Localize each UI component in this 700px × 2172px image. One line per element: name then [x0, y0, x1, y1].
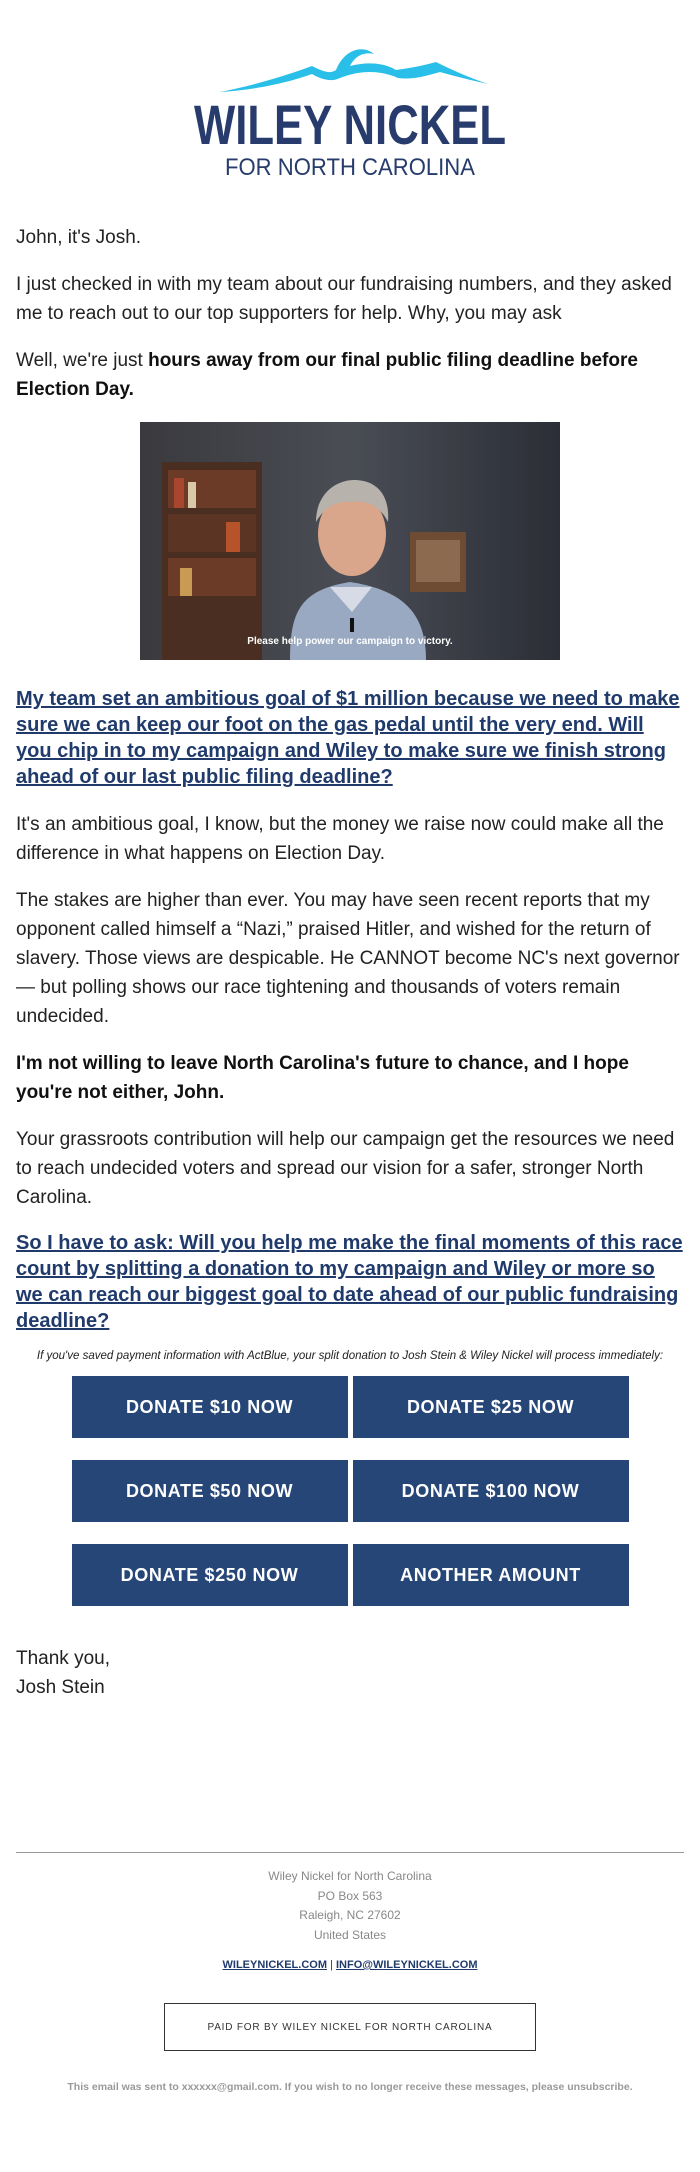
paragraph-1: I just checked in with my team about our fundraising numbers, and they asked me to reach out to our top supporters for help. Why, you may ask	[16, 274, 672, 324]
email-link[interactable]: INFO@WILEYNICKEL.COM	[335, 1959, 478, 1971]
paragraph-6: Your grassroots contribution will help our campaign get the resources we need to reach undecided voters and spread our vision for a safer, stronger North Carolina.	[16, 1129, 675, 1208]
paragraph-3: It's an ambitious goal, I know, but the money we raise now could make all the difference in what happens on Election Day.	[16, 814, 664, 864]
greeting: John, it's Josh.	[16, 227, 142, 248]
footer-divider	[16, 1852, 684, 1853]
website-link[interactable]: WILEYNICKEL.COM	[222, 1959, 327, 1971]
mountain-icon	[220, 49, 488, 92]
campaign-logo[interactable]	[190, 44, 510, 179]
donate-10-button[interactable]: DONATE $10 NOW	[72, 1376, 348, 1438]
another-amount-button[interactable]: ANOTHER AMOUNT	[353, 1544, 629, 1606]
footer-org: Wiley Nickel for North Carolina	[268, 1869, 432, 1883]
donate-250-button[interactable]: DONATE $250 NOW	[72, 1544, 348, 1606]
signoff-line-1: Thank you,	[16, 1648, 110, 1669]
paragraph-2-lead: Well, we're just	[16, 350, 149, 371]
email-body	[0, 44, 700, 2093]
footer-links	[16, 1959, 684, 1971]
footer-po: PO Box 563	[317, 1888, 383, 1903]
donate-100-button[interactable]: DONATE $100 NOW	[353, 1460, 629, 1522]
video-thumbnail[interactable]	[140, 422, 560, 660]
paragraph-5	[16, 1049, 684, 1107]
link-separator: |	[327, 1959, 336, 1971]
paragraph-2	[16, 346, 684, 404]
actblue-note: If you've saved payment information with ActBlue, your split donation to Josh Stein & Wiley Nickel will process immediately:	[36, 1350, 664, 1362]
donate-link-1[interactable]: My team set an ambitious goal of $1 million because we need to make sure we can keep our foot on the gas pedal until the very end. Will you chip in to my campaign and Wiley to make sure we finish strong ahead of our last public filing deadline?	[16, 688, 680, 788]
footer-address	[16, 1867, 684, 1945]
unsubscribe-notice[interactable]: This email was sent to xxxxxx@gmail.com. If you wish to no longer receive these messages, please unsubscribe.	[67, 2081, 633, 2093]
video-caption: Please help power our campaign to victory.	[247, 636, 453, 647]
signoff	[16, 1644, 684, 1702]
paragraph-5-emphasis: I'm not willing to leave North Carolina's future to chance, and I hope you're not either, John.	[16, 1053, 629, 1103]
donate-25-button[interactable]: DONATE $25 NOW	[353, 1376, 629, 1438]
logo-tagline: FOR NORTH CAROLINA	[225, 154, 475, 181]
paid-for-box: PAID FOR BY WILEY NICKEL FOR NORTH CAROLINA	[164, 2003, 536, 2051]
donate-button-grid	[16, 1376, 684, 1606]
logo-name: WILEY NICKEL	[194, 93, 506, 156]
paragraph-2-emphasis: hours away from our final public filing deadline before Election Day.	[16, 350, 638, 400]
paragraph-4: The stakes are higher than ever. You may have seen recent reports that my opponent called himself a “Nazi,” praised Hitler, and wished for the return of slavery. Those views are despicable. He CANNOT become NC's next governor — but polling shows our race tightening and thousands of voters remain undecided.	[16, 890, 680, 1027]
footer-country: United States	[313, 1927, 387, 1942]
donate-link-2[interactable]: So I have to ask: Will you help me make the final moments of this race count by splitting a donation to my campaign and Wiley or more so we can reach our biggest goal to date ahead of our public fundraising deadline?	[16, 1232, 683, 1332]
donate-50-button[interactable]: DONATE $50 NOW	[72, 1460, 348, 1522]
signoff-line-2: Josh Stein	[16, 1677, 105, 1698]
footer-city: Raleigh, NC 27602	[299, 1908, 401, 1922]
